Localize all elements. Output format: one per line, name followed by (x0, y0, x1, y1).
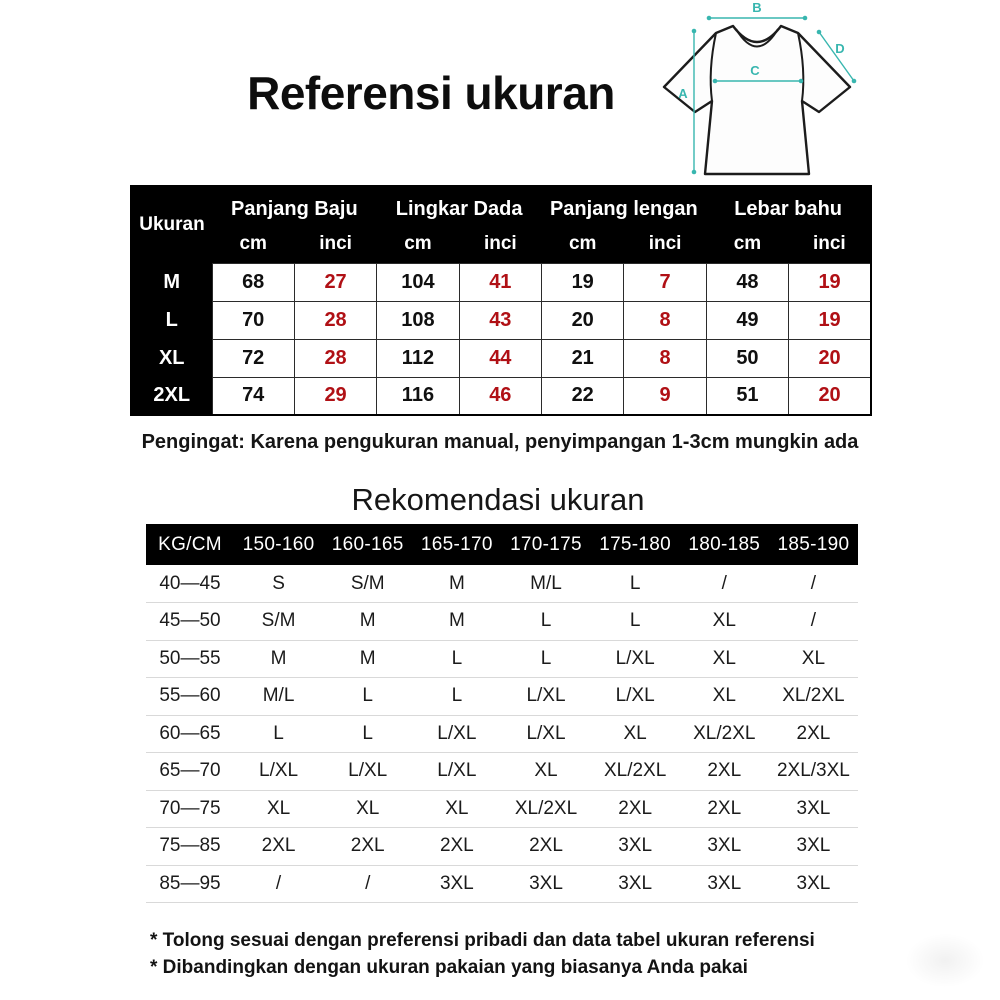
inci-value-cell: 41 (459, 263, 541, 301)
cm-value-cell: 51 (706, 377, 788, 415)
size-table-row (131, 301, 871, 339)
recommended-size-cell: L (591, 565, 680, 603)
recommended-size-cell: 2XL (680, 790, 769, 828)
recommended-size-cell: 3XL (769, 828, 858, 866)
rec-table-row (146, 715, 858, 753)
recommended-size-cell: XL (680, 603, 769, 641)
cm-value-cell: 22 (542, 377, 624, 415)
recommended-size-cell: 2XL (680, 753, 769, 791)
weight-range-label: 60—65 (146, 715, 234, 753)
rec-table-row (146, 603, 858, 641)
height-range-header: 160-165 (323, 524, 412, 565)
size-table-row (131, 263, 871, 301)
recommended-size-cell: S (234, 565, 323, 603)
recommended-size-cell: / (680, 565, 769, 603)
rec-table-row (146, 865, 858, 903)
recommended-size-cell: XL/2XL (680, 715, 769, 753)
recommended-size-cell: XL/2XL (769, 678, 858, 716)
height-range-header: 185-190 (769, 524, 858, 565)
footnote: * Dibandingkan dengan ukuran pakaian yang biasanya Anda pakai (150, 956, 748, 978)
recommended-size-cell: 2XL (234, 828, 323, 866)
rec-table-row (146, 565, 858, 603)
measure-label-d: D (835, 41, 845, 56)
recommended-size-cell: M/L (234, 678, 323, 716)
cm-value-cell: 104 (377, 263, 459, 301)
recommended-size-cell: L (323, 678, 412, 716)
inci-value-cell: 8 (624, 339, 706, 377)
inci-value-cell: 20 (789, 339, 871, 377)
recommended-size-cell: 3XL (680, 865, 769, 903)
recommended-size-cell: L (591, 603, 680, 641)
recommended-size-cell: M (323, 640, 412, 678)
recommended-size-cell: 2XL (501, 828, 590, 866)
recommended-size-cell: XL (769, 640, 858, 678)
size-table-corner-header: Ukuran (131, 186, 212, 263)
cm-value-cell: 74 (212, 377, 294, 415)
size-table-row (131, 377, 871, 415)
tshirt-measurement-diagram (648, 2, 878, 182)
size-table-group-header: Panjang Baju (212, 186, 377, 226)
page-title: Referensi ukuran (247, 67, 615, 119)
weight-range-label: 70—75 (146, 790, 234, 828)
rec-table-corner-header: KG/CM (146, 524, 234, 565)
inci-value-cell: 43 (459, 301, 541, 339)
recommended-size-cell: 2XL (323, 828, 412, 866)
size-table (130, 185, 872, 416)
size-label: 2XL (131, 377, 212, 415)
footnote: * Tolong sesuai dengan preferensi pribadi dan data tabel ukuran referensi (150, 930, 815, 951)
inci-value-cell: 29 (294, 377, 376, 415)
weight-range-label: 50—55 (146, 640, 234, 678)
height-range-header: 150-160 (234, 524, 323, 565)
recommended-size-cell: L/XL (501, 678, 590, 716)
inci-value-cell: 44 (459, 339, 541, 377)
measure-label-c: C (750, 63, 760, 78)
cm-value-cell: 20 (542, 301, 624, 339)
measure-dot (852, 79, 857, 84)
recommended-size-cell: 2XL (769, 715, 858, 753)
recommended-size-cell: L (234, 715, 323, 753)
recommended-size-cell: / (234, 865, 323, 903)
measure-dot (692, 29, 697, 34)
rec-table-row (146, 753, 858, 791)
recommended-size-cell: XL/2XL (501, 790, 590, 828)
measure-label-b: B (752, 2, 762, 15)
size-table-unit-header: cm (706, 226, 788, 263)
size-label: XL (131, 339, 212, 377)
recommended-size-cell: M (412, 565, 501, 603)
height-range-header: 165-170 (412, 524, 501, 565)
measure-dot (692, 170, 697, 175)
recommended-size-cell: L (501, 640, 590, 678)
recommended-size-cell: XL (591, 715, 680, 753)
recommended-size-cell: XL (680, 640, 769, 678)
measure-dot (817, 30, 822, 35)
recommended-size-cell: S/M (234, 603, 323, 641)
inci-value-cell: 28 (294, 301, 376, 339)
recommended-size-cell: XL (234, 790, 323, 828)
recommended-size-cell: XL (323, 790, 412, 828)
cm-value-cell: 108 (377, 301, 459, 339)
recommended-size-cell: M (234, 640, 323, 678)
rec-table-row (146, 678, 858, 716)
cm-value-cell: 19 (542, 263, 624, 301)
measure-dot (707, 16, 712, 21)
recommended-size-cell: 3XL (501, 865, 590, 903)
recommended-size-cell: L/XL (591, 640, 680, 678)
recommended-size-cell: 3XL (591, 865, 680, 903)
recommendation-title: Rekomendasi ukuran (351, 482, 645, 517)
inci-value-cell: 19 (789, 301, 871, 339)
recommended-size-cell: 2XL (591, 790, 680, 828)
watermark-blob (905, 933, 985, 988)
size-table-unit-header: inci (624, 226, 706, 263)
height-range-header: 170-175 (501, 524, 590, 565)
weight-range-label: 55—60 (146, 678, 234, 716)
recommended-size-cell: L (412, 678, 501, 716)
recommended-size-cell: M/L (501, 565, 590, 603)
measure-label-a: A (678, 86, 688, 101)
size-table-group-header: Lebar bahu (706, 186, 871, 226)
recommended-size-cell: / (323, 865, 412, 903)
cm-value-cell: 48 (706, 263, 788, 301)
recommended-size-cell: XL (412, 790, 501, 828)
cm-value-cell: 70 (212, 301, 294, 339)
recommended-size-cell: / (769, 603, 858, 641)
recommended-size-cell: L (412, 640, 501, 678)
measure-dot (799, 79, 804, 84)
size-table-group-header: Panjang lengan (542, 186, 707, 226)
size-table-unit-header: inci (789, 226, 871, 263)
rec-table-row (146, 790, 858, 828)
recommended-size-cell: 3XL (769, 865, 858, 903)
recommended-size-cell: L (501, 603, 590, 641)
weight-range-label: 45—50 (146, 603, 234, 641)
height-range-header: 180-185 (680, 524, 769, 565)
cm-value-cell: 68 (212, 263, 294, 301)
inci-value-cell: 27 (294, 263, 376, 301)
recommended-size-cell: L/XL (323, 753, 412, 791)
recommended-size-cell: XL (680, 678, 769, 716)
size-table-unit-header: cm (542, 226, 624, 263)
reminder-note: Pengingat: Karena pengukuran manual, penyimpangan 1-3cm mungkin ada (141, 431, 859, 453)
recommended-size-cell: L/XL (234, 753, 323, 791)
cm-value-cell: 116 (377, 377, 459, 415)
cm-value-cell: 49 (706, 301, 788, 339)
size-table-unit-header: inci (294, 226, 376, 263)
weight-range-label: 40—45 (146, 565, 234, 603)
recommended-size-cell: 3XL (769, 790, 858, 828)
cm-value-cell: 112 (377, 339, 459, 377)
recommended-size-cell: L/XL (591, 678, 680, 716)
cm-value-cell: 21 (542, 339, 624, 377)
recommended-size-cell: L/XL (412, 715, 501, 753)
size-table-row (131, 339, 871, 377)
recommended-size-cell: L/XL (412, 753, 501, 791)
weight-range-label: 75—85 (146, 828, 234, 866)
cm-value-cell: 50 (706, 339, 788, 377)
recommended-size-cell: L (323, 715, 412, 753)
recommended-size-cell: L/XL (501, 715, 590, 753)
recommended-size-cell: M (323, 603, 412, 641)
height-range-header: 175-180 (591, 524, 680, 565)
measure-dot (713, 79, 718, 84)
inci-value-cell: 8 (624, 301, 706, 339)
recommended-size-cell: XL/2XL (591, 753, 680, 791)
recommended-size-cell: 3XL (591, 828, 680, 866)
inci-value-cell: 46 (459, 377, 541, 415)
inci-value-cell: 19 (789, 263, 871, 301)
weight-range-label: 85—95 (146, 865, 234, 903)
recommended-size-cell: / (769, 565, 858, 603)
inci-value-cell: 9 (624, 377, 706, 415)
size-table-unit-header: cm (377, 226, 459, 263)
cm-value-cell: 72 (212, 339, 294, 377)
measure-dot (803, 16, 808, 21)
size-label: L (131, 301, 212, 339)
inci-value-cell: 28 (294, 339, 376, 377)
size-label: M (131, 263, 212, 301)
recommended-size-cell: 2XL (412, 828, 501, 866)
recommended-size-cell: M (412, 603, 501, 641)
inci-value-cell: 7 (624, 263, 706, 301)
rec-table-row (146, 828, 858, 866)
footnotes (150, 928, 815, 981)
size-table-group-header: Lingkar Dada (377, 186, 542, 226)
recommended-size-cell: 3XL (412, 865, 501, 903)
size-table-unit-header: cm (212, 226, 294, 263)
recommended-size-cell: S/M (323, 565, 412, 603)
recommendation-table (146, 524, 858, 903)
inci-value-cell: 20 (789, 377, 871, 415)
weight-range-label: 65—70 (146, 753, 234, 791)
recommended-size-cell: 3XL (680, 828, 769, 866)
recommended-size-cell: 2XL/3XL (769, 753, 858, 791)
recommended-size-cell: XL (501, 753, 590, 791)
rec-table-row (146, 640, 858, 678)
tshirt-outline (664, 26, 850, 174)
size-table-unit-header: inci (459, 226, 541, 263)
